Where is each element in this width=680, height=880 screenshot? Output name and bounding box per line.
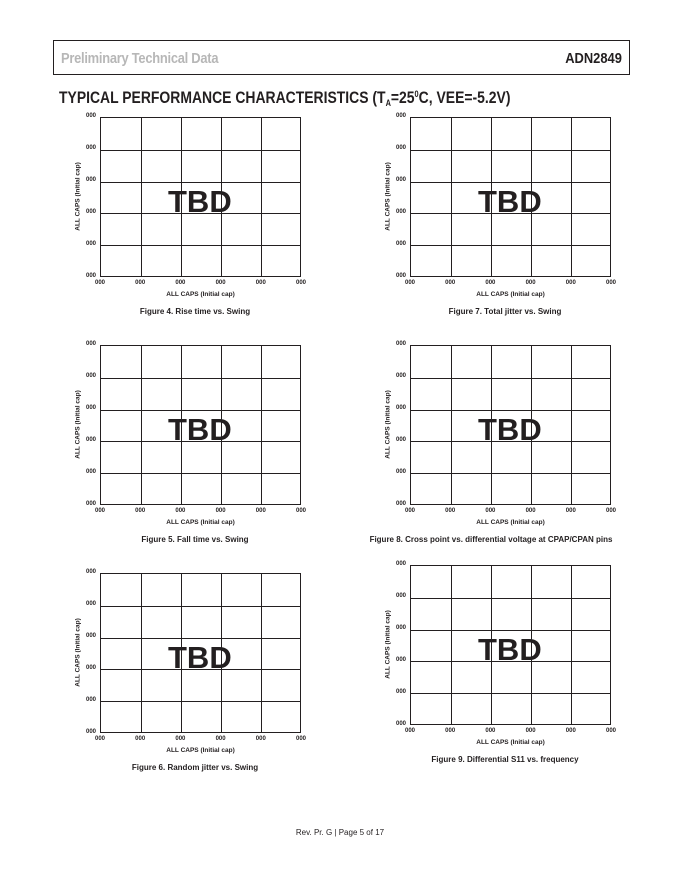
gridline-vertical: [571, 566, 572, 724]
y-tick-label: 000: [85, 113, 96, 119]
y-tick-label: 000: [395, 437, 406, 443]
gridline-horizontal: [411, 473, 610, 474]
title-suffix: C, VEE=-5.2V): [418, 88, 511, 107]
tbd-placeholder: TBD: [478, 412, 542, 447]
y-axis-label: ALL CAPS (Initial cap): [74, 618, 82, 687]
y-tick-label: 000: [395, 657, 406, 663]
x-tick-label: 000: [445, 280, 456, 286]
x-tick-label: 000: [404, 728, 415, 734]
y-tick-label: 000: [85, 633, 96, 639]
x-tick-label: 000: [255, 508, 266, 514]
title-prefix: TYPICAL PERFORMANCE CHARACTERISTICS (T: [59, 88, 386, 107]
x-tick-label: 000: [605, 280, 616, 286]
page-header: [53, 40, 630, 75]
y-tick-label: 000: [395, 209, 406, 215]
gridline-vertical: [141, 346, 142, 504]
y-tick-label: 000: [85, 273, 96, 279]
x-tick-label: 000: [565, 728, 576, 734]
x-tick-label: 000: [94, 280, 105, 286]
x-tick-label: 000: [565, 508, 576, 514]
y-tick-label: 000: [85, 405, 96, 411]
x-tick-label: 000: [295, 280, 306, 286]
figure-caption: Figure 6. Random jitter vs. Swing: [131, 763, 259, 772]
gridline-horizontal: [411, 378, 610, 379]
document-status: Preliminary Technical Data: [61, 50, 219, 67]
x-axis-label: ALL CAPS (Initial cap): [166, 747, 235, 754]
gridline-vertical: [261, 118, 262, 276]
gridline-vertical: [571, 346, 572, 504]
y-axis-label: ALL CAPS (Initial cap): [384, 390, 392, 459]
gridline-vertical: [451, 566, 452, 724]
gridline-horizontal: [101, 182, 300, 183]
tbd-placeholder: TBD: [168, 640, 232, 675]
y-tick-label: 000: [395, 721, 406, 727]
y-tick-label: 000: [85, 569, 96, 575]
y-tick-label: 000: [85, 697, 96, 703]
figure-caption: Figure 7. Total jitter vs. Swing: [448, 307, 562, 316]
y-tick-label: 000: [85, 601, 96, 607]
y-tick-label: 000: [85, 209, 96, 215]
y-tick-label: 000: [395, 405, 406, 411]
y-tick-label: 000: [395, 177, 406, 183]
title-superscript: 0: [414, 89, 419, 99]
y-tick-label: 000: [395, 501, 406, 507]
y-tick-label: 000: [395, 113, 406, 119]
tbd-placeholder: TBD: [168, 184, 232, 219]
gridline-vertical: [571, 118, 572, 276]
x-tick-label: 000: [445, 508, 456, 514]
x-axis-label: ALL CAPS (Initial cap): [166, 291, 235, 298]
y-tick-label: 000: [395, 469, 406, 475]
x-tick-label: 000: [215, 508, 226, 514]
gridline-vertical: [141, 118, 142, 276]
gridline-horizontal: [101, 245, 300, 246]
x-tick-label: 000: [525, 728, 536, 734]
part-number: ADN2849: [565, 50, 622, 67]
y-tick-label: 000: [85, 241, 96, 247]
x-axis-label: ALL CAPS (Initial cap): [166, 519, 235, 526]
gridline-vertical: [261, 346, 262, 504]
x-tick-label: 000: [255, 280, 266, 286]
gridline-horizontal: [411, 410, 610, 411]
x-tick-label: 000: [135, 280, 146, 286]
x-axis-label: ALL CAPS (Initial cap): [476, 519, 545, 526]
y-axis-label: ALL CAPS (Initial cap): [384, 162, 392, 231]
x-tick-label: 000: [525, 280, 536, 286]
figure-caption: Figure 8. Cross point vs. differential voltage at CPAP/CPAN pins: [369, 535, 613, 544]
y-tick-label: 000: [395, 273, 406, 279]
gridline-horizontal: [101, 150, 300, 151]
figure-caption: Figure 9. Differential S11 vs. frequency: [431, 755, 579, 764]
y-tick-label: 000: [395, 561, 406, 567]
x-tick-label: 000: [215, 736, 226, 742]
x-tick-label: 000: [215, 280, 226, 286]
x-tick-label: 000: [445, 728, 456, 734]
x-tick-label: 000: [404, 508, 415, 514]
y-tick-label: 000: [395, 341, 406, 347]
x-tick-label: 000: [404, 280, 415, 286]
tbd-placeholder: TBD: [168, 412, 232, 447]
y-tick-label: 000: [85, 665, 96, 671]
y-tick-label: 000: [85, 145, 96, 151]
y-tick-label: 000: [395, 241, 406, 247]
y-tick-label: 000: [85, 341, 96, 347]
tbd-placeholder: TBD: [478, 184, 542, 219]
gridline-horizontal: [411, 150, 610, 151]
gridline-horizontal: [101, 410, 300, 411]
y-tick-label: 000: [85, 437, 96, 443]
figure-caption: Figure 4. Rise time vs. Swing: [139, 307, 251, 316]
gridline-horizontal: [411, 245, 610, 246]
gridline-vertical: [451, 346, 452, 504]
gridline-vertical: [261, 574, 262, 732]
gridline-horizontal: [101, 638, 300, 639]
y-tick-label: 000: [395, 145, 406, 151]
y-tick-label: 000: [85, 469, 96, 475]
x-tick-label: 000: [135, 736, 146, 742]
x-tick-label: 000: [525, 508, 536, 514]
x-axis-label: ALL CAPS (Initial cap): [476, 739, 545, 746]
gridline-horizontal: [411, 598, 610, 599]
y-tick-label: 000: [85, 729, 96, 735]
tbd-placeholder: TBD: [478, 632, 542, 667]
gridline-vertical: [451, 118, 452, 276]
figure-caption: Figure 5. Fall time vs. Swing: [141, 535, 249, 544]
x-tick-label: 000: [94, 508, 105, 514]
x-tick-label: 000: [485, 728, 496, 734]
y-axis-label: ALL CAPS (Initial cap): [74, 162, 82, 231]
x-tick-label: 000: [485, 280, 496, 286]
gridline-horizontal: [411, 182, 610, 183]
gridline-horizontal: [101, 473, 300, 474]
title-middle: =25: [390, 88, 415, 107]
y-tick-label: 000: [395, 373, 406, 379]
x-tick-label: 000: [565, 280, 576, 286]
y-tick-label: 000: [395, 689, 406, 695]
y-tick-label: 000: [395, 593, 406, 599]
x-tick-label: 000: [605, 508, 616, 514]
x-tick-label: 000: [135, 508, 146, 514]
y-axis-label: ALL CAPS (Initial cap): [384, 610, 392, 679]
x-tick-label: 000: [605, 728, 616, 734]
page-footer: Rev. Pr. G | Page 5 of 17: [295, 828, 385, 837]
gridline-horizontal: [411, 693, 610, 694]
section-title: [59, 88, 510, 108]
y-axis-label: ALL CAPS (Initial cap): [74, 390, 82, 459]
y-tick-label: 000: [85, 501, 96, 507]
x-tick-label: 000: [94, 736, 105, 742]
y-tick-label: 000: [395, 625, 406, 631]
x-tick-label: 000: [175, 280, 186, 286]
x-tick-label: 000: [295, 508, 306, 514]
y-tick-label: 000: [85, 177, 96, 183]
gridline-horizontal: [411, 630, 610, 631]
gridline-horizontal: [101, 701, 300, 702]
x-tick-label: 000: [255, 736, 266, 742]
title-subscript: A: [385, 98, 391, 108]
y-tick-label: 000: [85, 373, 96, 379]
gridline-vertical: [141, 574, 142, 732]
gridline-horizontal: [101, 606, 300, 607]
x-axis-label: ALL CAPS (Initial cap): [476, 291, 545, 298]
x-tick-label: 000: [175, 508, 186, 514]
x-tick-label: 000: [175, 736, 186, 742]
x-tick-label: 000: [485, 508, 496, 514]
gridline-horizontal: [101, 378, 300, 379]
x-tick-label: 000: [295, 736, 306, 742]
